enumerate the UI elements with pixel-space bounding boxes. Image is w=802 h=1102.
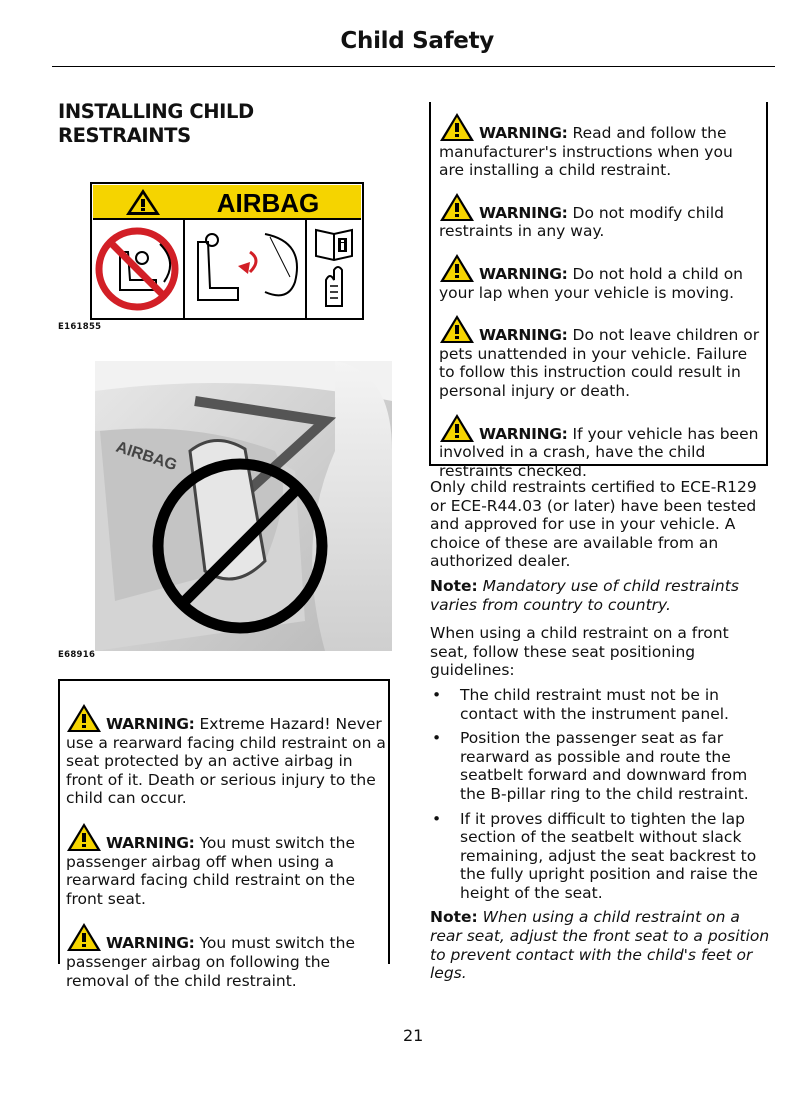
warning-triangle-icon	[439, 253, 475, 283]
right-warning-box	[429, 102, 768, 480]
airbag-warning-label-figure	[90, 182, 364, 320]
warning-item	[439, 112, 760, 180]
header-rule	[52, 66, 775, 67]
seat-airbag-photo-figure	[95, 361, 392, 651]
note-text: Mandatory use of child restraints varies from country to country.	[430, 576, 739, 614]
warning-label: WARNING:	[106, 833, 195, 852]
list-item-text: If it proves difficult to tighten the lap section of the seatbelt without slack remaining, adjust the seat backrest to the fully upright position and raise the height of the seat.	[460, 809, 758, 902]
warning-label: WARNING:	[106, 934, 195, 953]
warning-text: If your vehicle has been involved in a crash, have the child restraints checked.	[439, 424, 759, 480]
warning-text: Do not leave children or pets unattended in your vehicle. Failure to follow this instruction could result in personal injury or death.	[439, 326, 760, 400]
warning-text: Do not hold a child on your lap when your vehicle is moving.	[439, 264, 743, 302]
bullet-glyph: •	[432, 729, 442, 748]
warning-triangle-icon	[439, 112, 475, 142]
warning-item	[66, 822, 388, 908]
warning-text: Do not modify child restraints in any way.	[439, 203, 724, 241]
note-label: Note:	[430, 908, 478, 927]
bullet-glyph: •	[432, 685, 442, 704]
warning-text: Extreme Hazard! Never use a rearward facing child restraint on a seat protected by an active airbag in front of it. Death or serious injury to the child can occur.	[66, 715, 386, 808]
body-text	[430, 478, 770, 983]
bullet-glyph: •	[432, 809, 442, 828]
paragraph-front-seat: When using a child restraint on a front seat, follow these seat positioning guidelines:	[430, 624, 729, 680]
list-item	[430, 729, 770, 803]
figure-code-e68916: E68916	[58, 650, 96, 660]
left-warning-box	[58, 679, 390, 990]
warning-label: WARNING:	[479, 326, 568, 345]
warning-item	[439, 413, 760, 481]
airbag-label-text: AIRBAG	[216, 188, 320, 218]
section-heading	[58, 100, 358, 148]
warning-item	[66, 703, 388, 808]
list-item	[430, 810, 770, 903]
page-title: Child Safety	[340, 28, 494, 54]
note-text: When using a child restraint on a rear seat, adjust the front seat to a position to prevent contact with the child's feet or legs.	[430, 908, 770, 983]
warning-item	[439, 253, 760, 302]
note-mandatory-use	[430, 577, 770, 614]
warning-triangle-icon	[439, 314, 475, 344]
warning-triangle-icon	[66, 703, 102, 733]
warning-item	[66, 922, 388, 990]
warning-item	[439, 314, 760, 400]
warning-label: WARNING:	[479, 424, 568, 443]
paragraph-certification: Only child restraints certified to ECE-R129 or ECE-R44.03 (or later) have been tested and approved for use in your vehicle. A choice of these are available from an authorized dealer.	[430, 478, 757, 571]
warning-item	[439, 192, 760, 241]
warning-label: WARNING:	[479, 203, 568, 222]
warning-label: WARNING:	[479, 264, 568, 283]
list-item-text: Position the passenger seat as far rearward as possible and route the seatbelt forward and downward from the B-pillar ring to the child restraint.	[460, 729, 749, 803]
warning-text: You must switch the passenger airbag off when using a rearward facing child restraint on the front seat.	[66, 833, 355, 908]
warning-text: You must switch the passenger airbag on following the removal of the child restraint.	[66, 934, 355, 990]
note-label: Note:	[430, 576, 478, 595]
figure-code-e161855: E161855	[58, 322, 102, 332]
warning-triangle-icon	[439, 413, 475, 443]
warning-triangle-icon	[66, 822, 102, 852]
warning-text: Read and follow the manufacturer's instructions when you are installing a child restraint.	[439, 124, 733, 180]
warning-triangle-icon	[439, 192, 475, 222]
note-rear-seat	[430, 908, 770, 982]
section-heading-line-2: RESTRAINTS	[58, 124, 191, 147]
embossed-airbag-text: AIRBAG	[113, 438, 180, 475]
warning-label: WARNING:	[479, 124, 568, 142]
list-item	[430, 686, 770, 723]
section-heading-line-1: INSTALLING CHILD	[58, 100, 254, 123]
list-item-text: The child restraint must not be in contact with the instrument panel.	[460, 685, 729, 723]
warning-triangle-icon	[66, 922, 102, 952]
warning-label: WARNING:	[106, 715, 195, 733]
page-number: 21	[403, 1026, 424, 1045]
guidelines-list	[430, 686, 770, 903]
